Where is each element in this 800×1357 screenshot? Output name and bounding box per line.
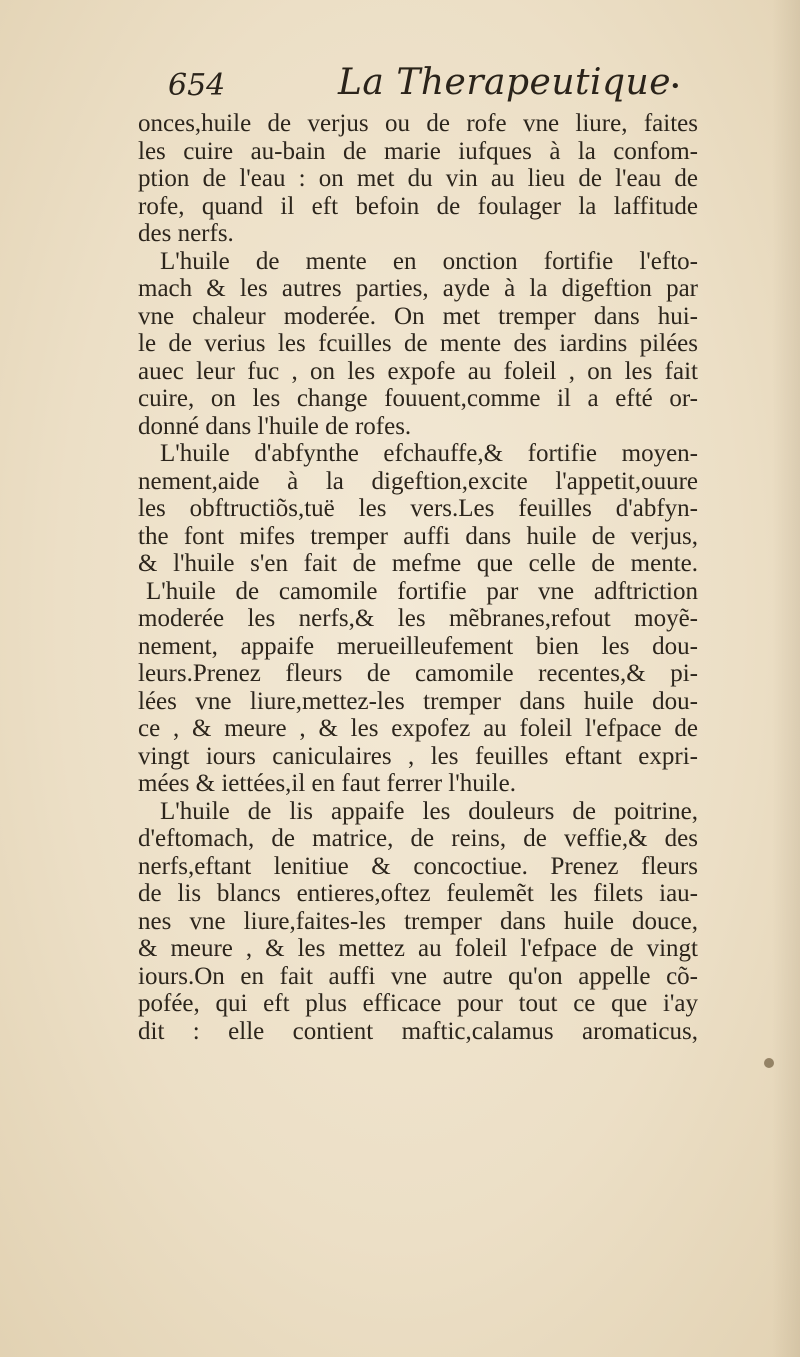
text-line: les cuire au-bain de marie iufques à la confom- [138, 137, 698, 165]
page-edge-shadow [772, 0, 800, 1357]
text-line: moderée les nerfs,& les mẽbranes,refout moyẽ- [138, 605, 698, 632]
text-line: nes vne liure,faites-les tremper dans huile douce, [138, 907, 698, 935]
running-title: La Therapeutique [338, 62, 672, 103]
text-line: de lis blancs entieres,oftez feulemẽt les filets iau- [138, 880, 698, 907]
body-text [138, 110, 698, 1045]
text-line: rofe, quand il eft befoin de foulager la laffitude [138, 192, 698, 220]
text-line: leurs.Prenez fleurs de camomile recentes,& pi- [138, 660, 698, 687]
text-line: the font mifes tremper auffi dans huile de verjus, [138, 522, 698, 550]
page-number: 654 [168, 68, 226, 103]
text-line: nement, appaife merueilleufement bien les dou- [138, 632, 698, 660]
ink-speck [764, 1058, 774, 1068]
text-line: ption de l'eau : on met du vin au lieu de l'eau de [138, 165, 698, 192]
text-line: dit : elle contient maftic,calamus aromaticus, [138, 1017, 698, 1045]
text-line: mées & iettées,il en faut ferrer l'huile. [138, 770, 516, 797]
text-line: & l'huile s'en fait de mefme que celle de mente. [138, 550, 698, 577]
paragraph-start-line: L'huile de mente en onction fortifie l'efto- [160, 247, 698, 275]
text-line: les obftructiõs,tuë les vers.Les feuilles d'abfyn- [138, 495, 698, 522]
text-line: iours.On en fait auffi vne autre qu'on appelle cõ- [138, 962, 698, 990]
text-line: donné dans l'huile de rofes. [138, 412, 412, 440]
paragraph-start-line: L'huile de lis appaife les douleurs de poitrine, [160, 797, 698, 825]
text-line: d'eftomach, de matrice, de reins, de veffie,& des [138, 825, 698, 852]
text-line: mach & les autres parties, ayde à la digeftion par [138, 275, 698, 302]
text-line: onces,huile de verjus ou de rofe vne liure, faites [138, 110, 698, 137]
running-head [168, 62, 688, 110]
text-line: pofée, qui eft plus efficace pour tout ce que i'ay [138, 990, 698, 1017]
text-line: vne chaleur moderée. On met tremper dans hui- [138, 302, 698, 330]
text-line: vingt iours caniculaires , les feuilles eftant expri- [138, 742, 698, 770]
text-line: ce , & meure , & les expofez au foleil l'efpace de [138, 715, 698, 742]
text-line: nerfs,eftant lenitiue & concoctiue. Prenez fleurs [138, 852, 698, 880]
text-line: cuire, on les change fouuent,comme il a efté or- [138, 385, 698, 412]
text-line: nement,aide à la digeftion,excite l'appetit,ouure [138, 467, 698, 495]
text-line: des nerfs. [138, 220, 234, 247]
paragraph-start-line: L'huile de camomile fortifie par vne adftriction [146, 577, 698, 605]
ornament-dot: • [670, 76, 681, 97]
text-line: auec leur fuc , on les expofe au foleil , on les fait [138, 357, 698, 385]
text-line: lées vne liure,mettez-les tremper dans huile dou- [138, 687, 698, 715]
text-line: le de verius les fcuilles de mente des iardins pilées [138, 330, 698, 357]
text-line: & meure , & les mettez au foleil l'efpace de vingt [138, 935, 698, 962]
paragraph-start-line: L'huile d'abfynthe efchauffe,& fortifie moyen- [160, 440, 698, 467]
